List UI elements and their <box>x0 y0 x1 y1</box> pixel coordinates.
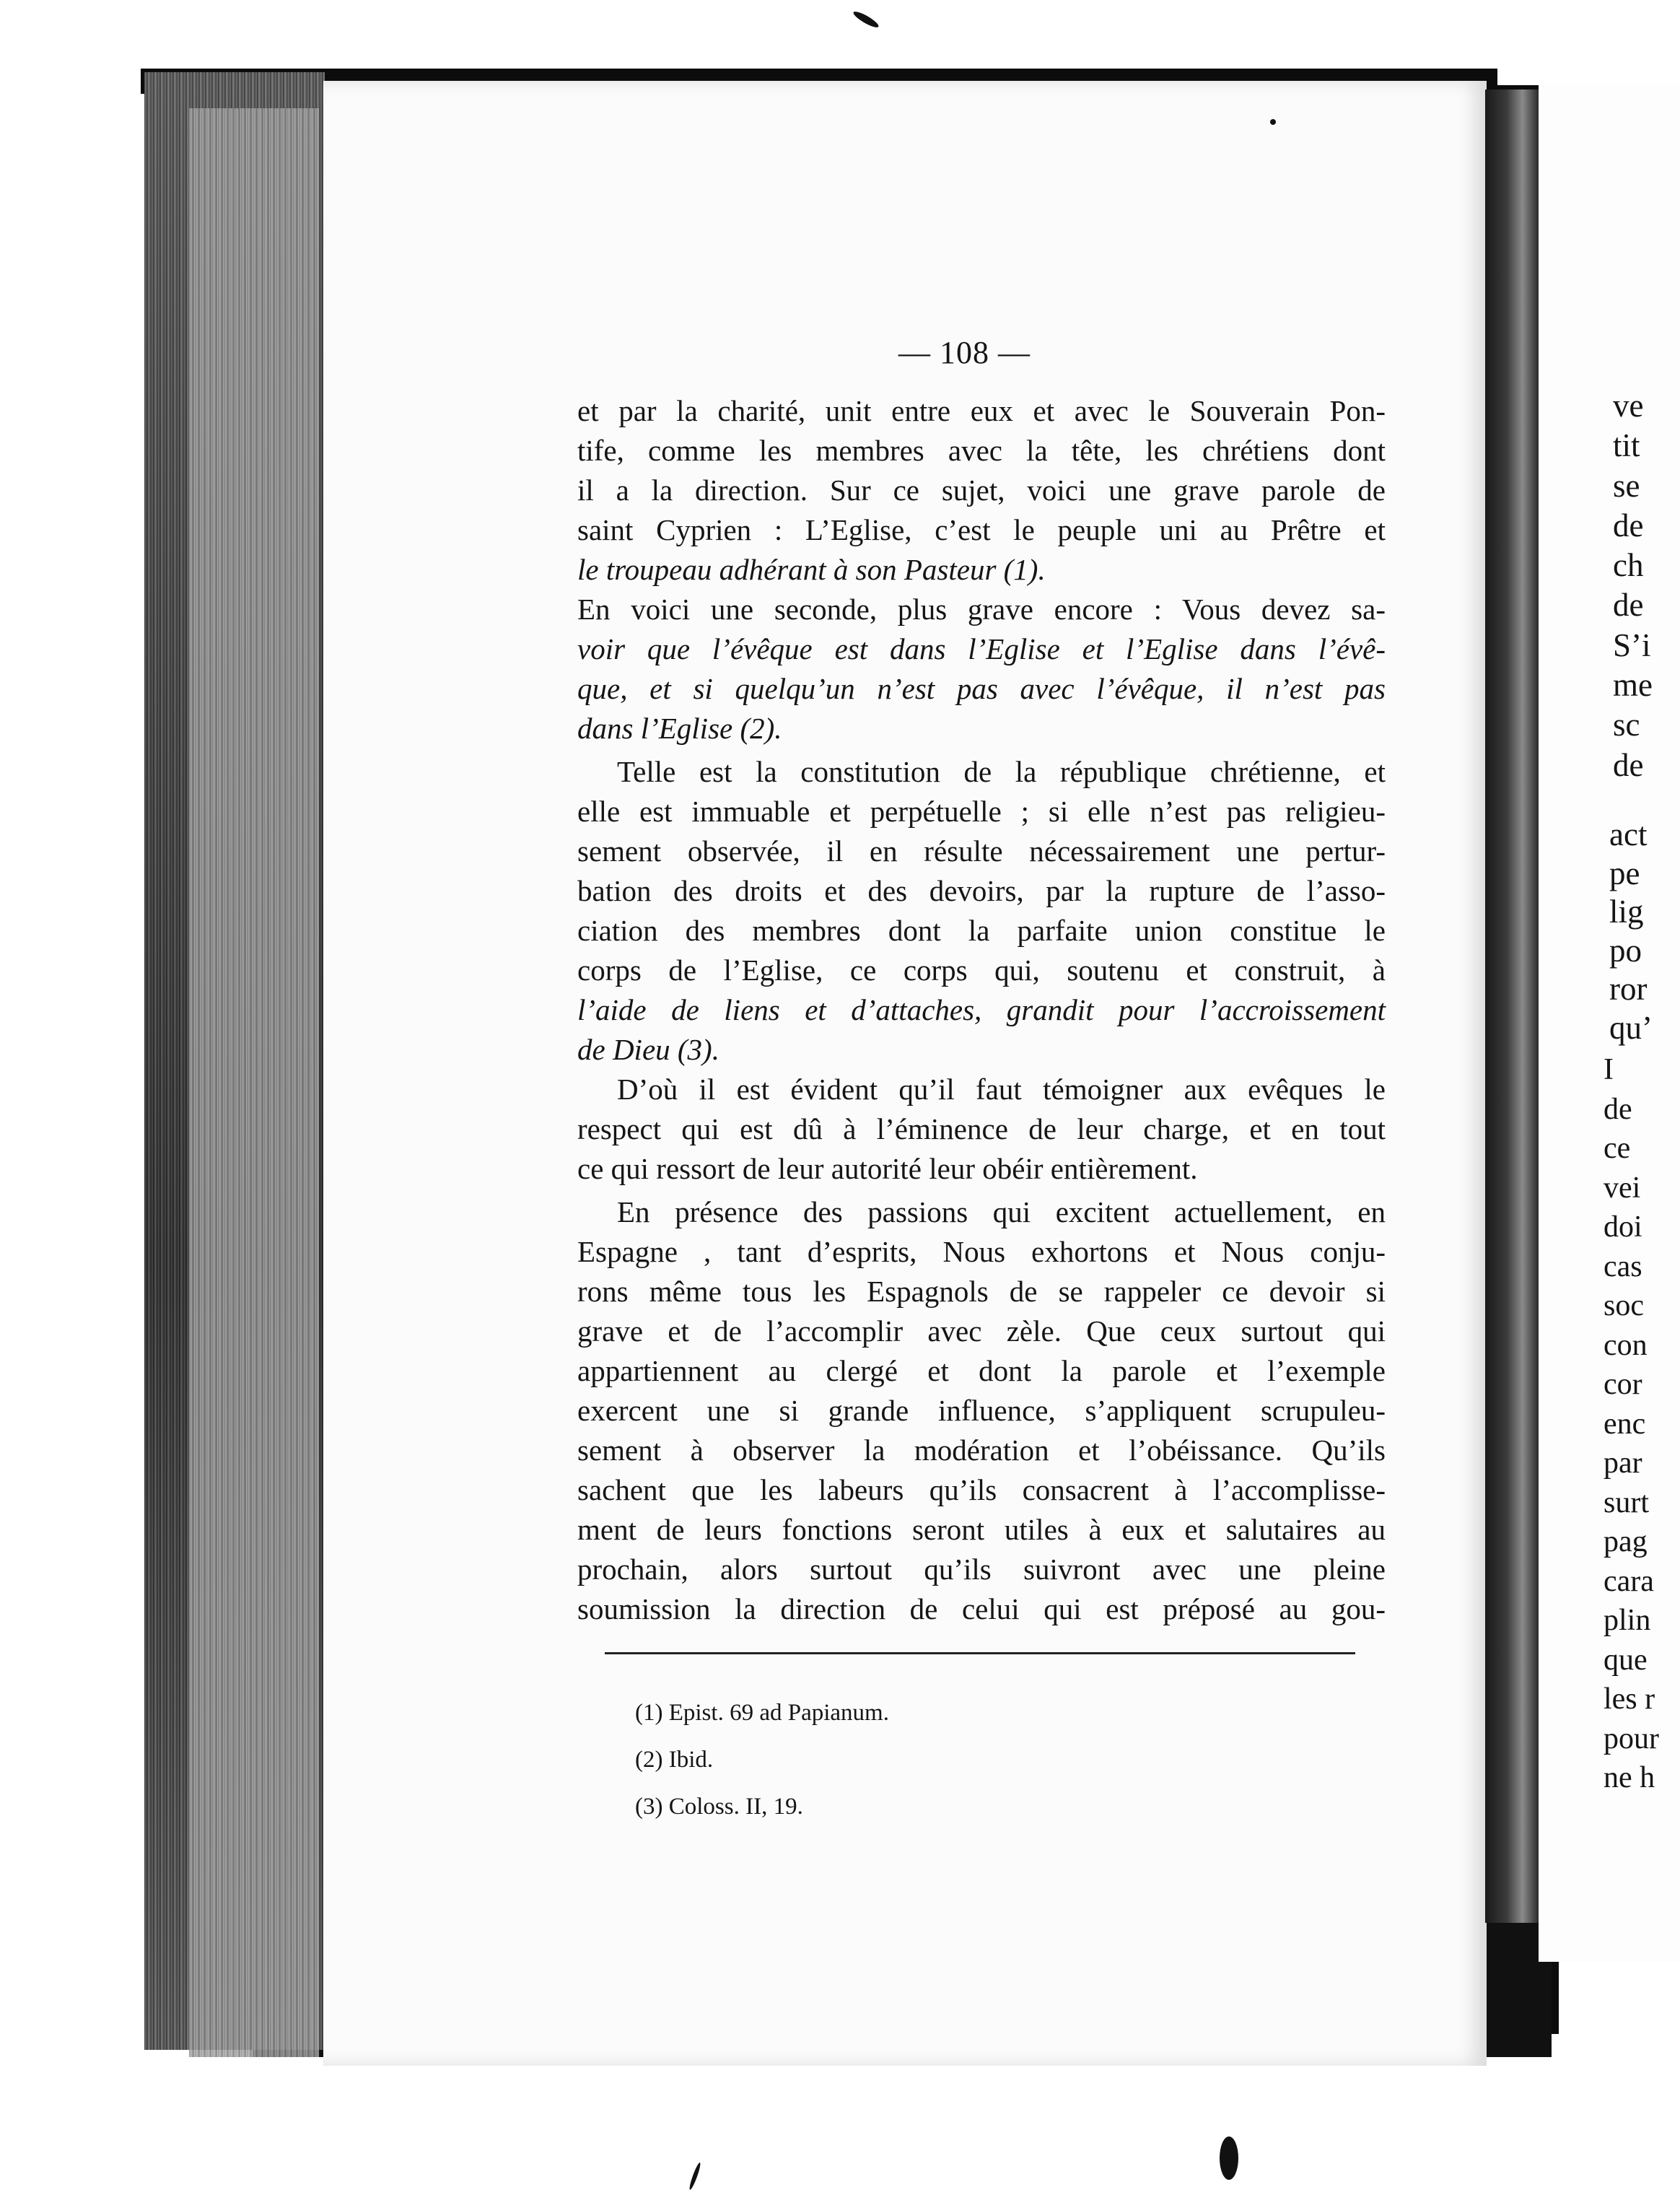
scan-speck <box>1220 2136 1238 2180</box>
text-line: rons même tous les Espagnols de se rappeler ce devoir si <box>577 1275 1386 1308</box>
text-line: tife, comme les membres avec la tête, les chrétiens dont <box>577 434 1386 467</box>
text-line: saint Cyprien : L’Eglise, c’est le peuple uni au Prêtre et <box>577 513 1386 546</box>
facing-page-text-bottom: I de ce vei doi cas soc con cor enc par surt pag cara plin que les r pour ne h <box>1604 1053 1659 1794</box>
text-line: ciation des membres dont la parfaite union constitue le <box>577 914 1386 947</box>
text-line: sachent que les labeurs qu’ils consacrent à l’accomplisse- <box>577 1473 1386 1506</box>
text-line: et par la charité, unit entre eux et avec le Souverain Pon- <box>577 394 1386 427</box>
footnote: (3) Coloss. II, 19. <box>635 1794 803 1820</box>
footnote: (2) Ibid. <box>635 1747 714 1773</box>
footnote-divider <box>605 1652 1355 1654</box>
text-line: En présence des passions qui excitent actuellement, en <box>617 1195 1386 1228</box>
facing-page-text-middle: act pe lig po ror qu’ <box>1609 816 1653 1046</box>
text-line: appartiennent au clergé et dont la parole et l’exemple <box>577 1354 1386 1387</box>
text-line: que, et si quelqu’un n’est pas avec l’évêque, il n’est pas <box>577 672 1386 705</box>
page-edges-left <box>189 108 319 2057</box>
footnote: (1) Epist. 69 ad Papianum. <box>635 1700 889 1726</box>
text-line: l’aide de liens et d’attaches, grandit pour l’accroissement <box>577 993 1386 1026</box>
text-line: sement observée, il en résulte nécessairement une pertur- <box>577 834 1386 868</box>
text-line: exercent une si grande influence, s’appliquent scrupuleu- <box>577 1394 1386 1427</box>
text-line: En voici une seconde, plus grave encore : Vous devez sa- <box>577 593 1386 626</box>
text-line: ment de leurs fonctions seront utiles à eux et salutaires au <box>577 1513 1386 1546</box>
book-gutter <box>1485 90 1539 1923</box>
text-line: il a la direction. Sur ce sujet, voici une grave parole de <box>577 473 1386 507</box>
text-line: grave et de l’accomplir avec zèle. Que ceux surtout qui <box>577 1314 1386 1348</box>
text-line: corps de l’Eglise, ce corps qui, soutenu et construit, à <box>577 953 1386 987</box>
text-line: prochain, alors surtout qu’ils suivront avec une pleine <box>577 1553 1386 1586</box>
text-line: soumission la direction de celui qui est préposé au gou- <box>577 1592 1386 1625</box>
text-line: sement à observer la modération et l’obéissance. Qu’ils <box>577 1433 1386 1467</box>
text-line: Espagne , tant d’esprits, Nous exhortons et Nous conju- <box>577 1235 1386 1268</box>
text-line: ce qui ressort de leur autorité leur obéir entièrement. <box>577 1152 1198 1185</box>
scan-speck <box>1270 119 1276 125</box>
page-number: — 108 — <box>898 335 1031 370</box>
facing-page-text-top: ve tit se de ch de S’i me sc de <box>1613 388 1653 783</box>
text-line: bation des droits et des devoirs, par la rupture de l’asso- <box>577 874 1386 907</box>
text-line: dans l’Eglise (2). <box>577 712 782 745</box>
text-line: Telle est la constitution de la république chrétienne, et <box>617 755 1386 788</box>
text-line: voir que l’évêque est dans l’Eglise et l’Eglise dans l’évê- <box>577 632 1386 665</box>
text-line: respect qui est dû à l’éminence de leur charge, et en tout <box>577 1112 1386 1145</box>
text-line: D’où il est évident qu’il faut témoigner aux evêques le <box>617 1073 1386 1106</box>
text-line: de Dieu (3). <box>577 1033 719 1066</box>
text-line: le troupeau adhérant à son Pasteur (1). <box>577 553 1046 586</box>
text-line: elle est immuable et perpétuelle ; si elle n’est pas religieu- <box>577 795 1386 828</box>
top-margin <box>0 0 1680 79</box>
scan-speck <box>688 2162 701 2191</box>
